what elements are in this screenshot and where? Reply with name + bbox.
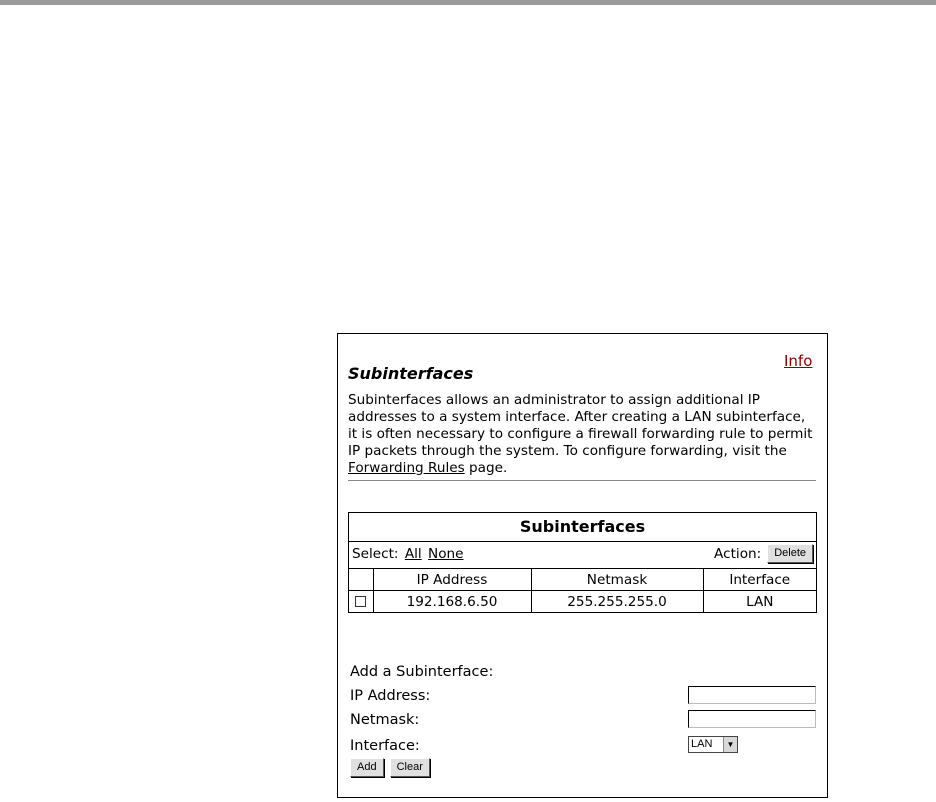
interface-select[interactable] (688, 736, 738, 753)
netmask-row (350, 710, 816, 732)
select-none-link[interactable]: None (428, 546, 464, 562)
row-netmask: 255.255.255.0 (531, 591, 703, 613)
column-header-interface: Interface (703, 569, 816, 591)
page-description (348, 392, 818, 477)
subinterfaces-table (349, 569, 816, 612)
ip-address-input[interactable] (688, 686, 816, 704)
ip-address-row (350, 686, 816, 708)
forwarding-rules-link[interactable]: Forwarding Rules (348, 460, 465, 476)
form-heading: Add a Subinterface: (350, 664, 494, 680)
description-text: Subinterfaces allows an administrator to assign additional IP addresses to a system interface. After creating a LAN subinterface, it is often necessary to configure a firewall forwarding rule to permit IP packets through the system. To configure forwarding, visit the (348, 392, 813, 459)
table-row (349, 591, 816, 613)
netmask-label: Netmask: (350, 712, 420, 728)
interface-label: Interface: (350, 738, 420, 754)
select-controls (352, 546, 464, 562)
interface-selected-value: LAN (691, 738, 713, 750)
select-label: Select: (352, 546, 399, 562)
row-interface: LAN (746, 593, 774, 610)
chevron-down-icon[interactable]: ▼ (723, 737, 737, 752)
row-select-cell (349, 591, 373, 613)
grid-controls (349, 542, 816, 569)
column-header-select (349, 569, 373, 591)
info-link[interactable]: Info (784, 352, 813, 370)
action-label: Action: (714, 545, 762, 562)
column-header-netmask: Netmask (531, 569, 703, 591)
clear-button[interactable]: Clear (390, 758, 430, 777)
subinterfaces-panel (337, 333, 828, 798)
grid-title: Subinterfaces (349, 513, 816, 542)
row-ip-address: 192.168.6.50 (373, 591, 531, 613)
table-header-row (349, 569, 816, 591)
page-title: Subinterfaces (348, 364, 474, 383)
top-rule (0, 0, 936, 5)
ip-address-label: IP Address: (350, 688, 431, 704)
form-buttons (350, 758, 430, 777)
netmask-input[interactable] (688, 710, 816, 728)
select-all-link[interactable]: All (404, 546, 422, 562)
row-checkbox[interactable] (355, 596, 366, 607)
subinterfaces-grid (348, 512, 817, 613)
add-button[interactable]: Add (350, 758, 384, 777)
delete-button[interactable]: Delete (767, 544, 813, 563)
divider (348, 480, 816, 481)
column-header-ip-address: IP Address (373, 569, 531, 591)
action-controls (714, 544, 813, 563)
interface-row (350, 736, 816, 758)
description-text-end: page. (464, 460, 508, 476)
